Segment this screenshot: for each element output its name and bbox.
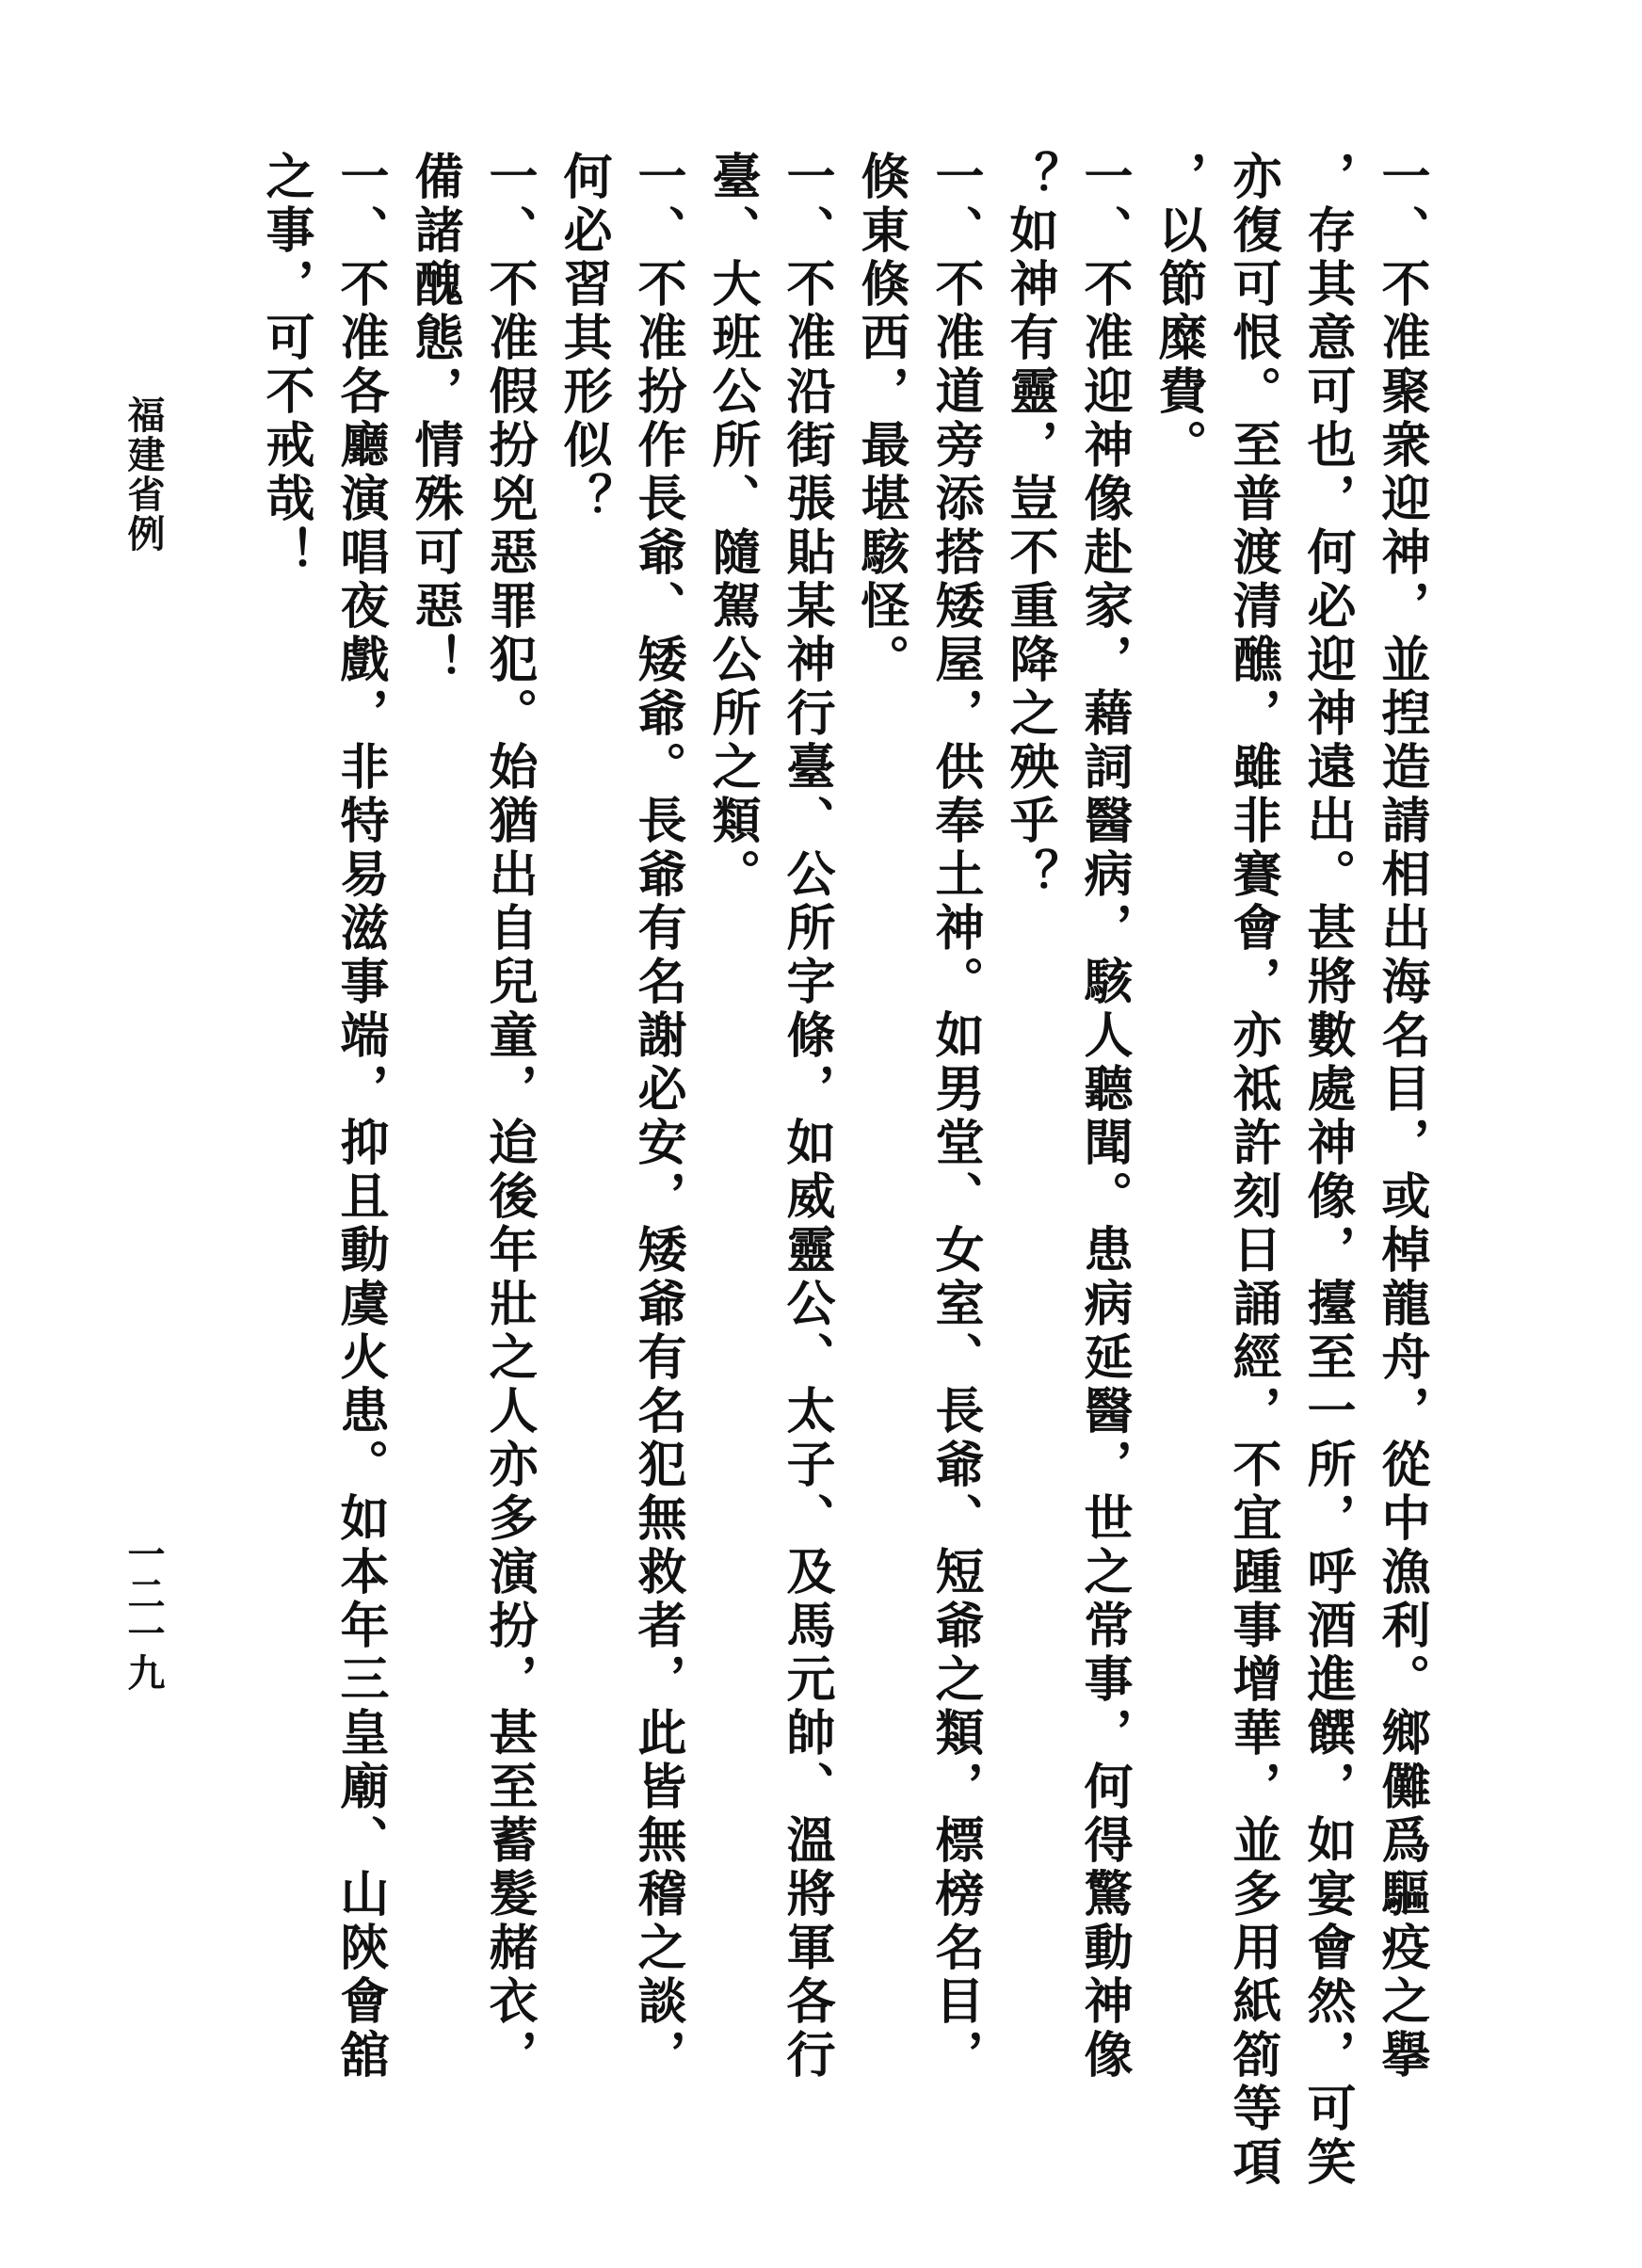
- text-column-15: 一、不准各廳演唱夜戲，非特易滋事端，抑且動虞火患。如本年三皇廟、山陝會舘: [331, 151, 389, 2083]
- text-column-4: ，以節糜費。: [1150, 151, 1207, 473]
- text-column-8: 倏東倏西，最堪駭怪。: [852, 151, 910, 687]
- text-column-13: 一、不准假扮兇惡罪犯。始猶出自兒童，迨後年壯之人亦多演扮，甚至蓄髮赭衣，: [480, 151, 538, 2083]
- book-title: 福建省例: [121, 395, 166, 554]
- text-column-9: 一、不准沿街張貼某神行臺、公所字條，如威靈公、太子、及馬元帥、溫將軍各行: [778, 151, 835, 2083]
- text-column-3: 亦復可恨。至普渡清醮，雖非賽會，亦祗許刻日誦經，不宜踵事增華，並多用紙箚等項: [1224, 151, 1281, 2190]
- text-column-11: 一、不准扮作長爺、矮爺。長爺有名謝必安，矮爺有名犯無救者，此皆無稽之談，: [629, 151, 686, 2083]
- text-column-5: 一、不准迎神像赴家，藉詞醫病，駭人聽聞。患病延醫，世之常事，何得驚動神像: [1075, 151, 1133, 2083]
- page-number: 一二一九: [121, 1535, 166, 1693]
- text-column-16: 之事，可不戒哉！: [257, 151, 314, 580]
- text-column-10: 臺、大班公所、隨駕公所之類。: [703, 151, 761, 902]
- text-column-7: 一、不准道旁添搭矮屋，供奉土神。如男堂、女室、長爺、短爺之類，標榜名目，: [926, 151, 984, 2083]
- text-column-14: 備諸醜態，情殊可惡！: [406, 151, 463, 687]
- text-column-1: 一、不准聚衆迎神，並揑造請相出海名目，或棹龍舟，從中漁利。鄉儺爲驅疫之擧: [1373, 151, 1430, 2083]
- text-column-12: 何必習其形似？: [555, 151, 612, 526]
- text-column-2: ，存其意可也，何必迎神遠出。甚將數處神像，擡至一所，呼酒進饌，如宴會然，可笑: [1298, 151, 1356, 2190]
- text-column-6: ？如神有靈，豈不重降之殃乎？: [1001, 151, 1058, 902]
